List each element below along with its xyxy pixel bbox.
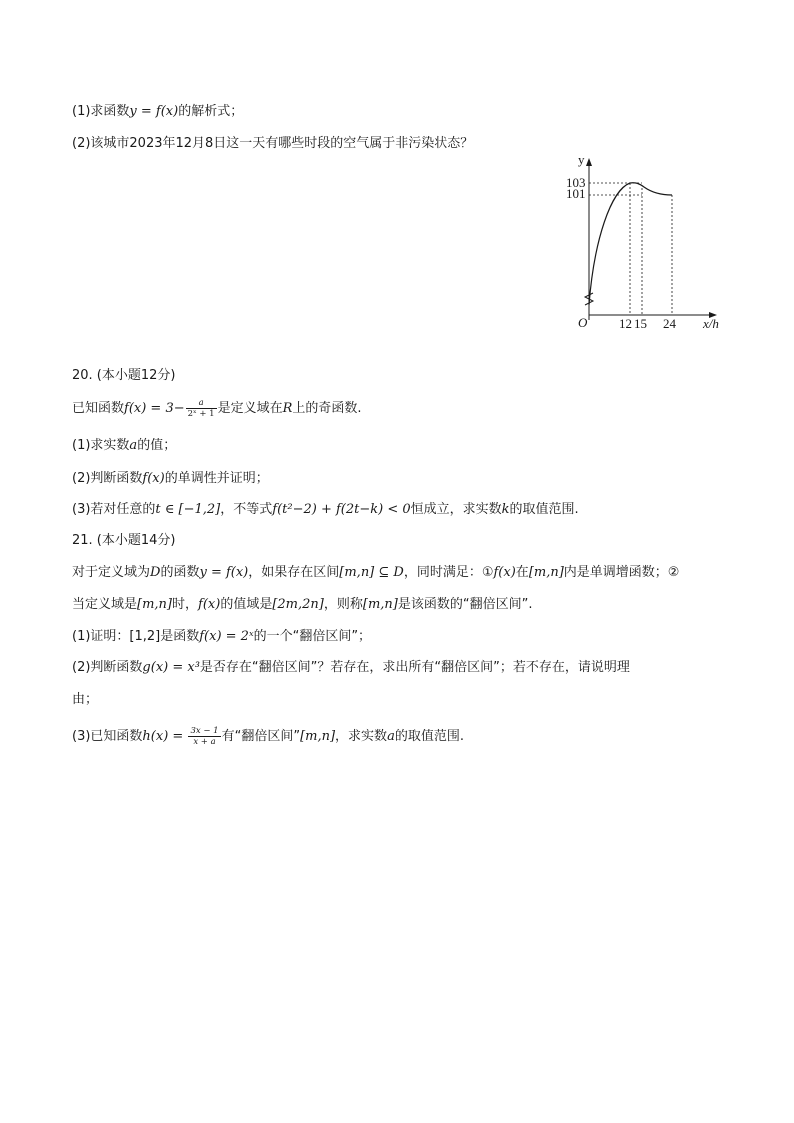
function-graph	[556, 150, 726, 335]
q21-part3: (3)已知函数h(x) = $\frac{3x - 1}{x + a}$ 有“翻倍区间”[m,n]，求实数a的取值范围.	[72, 726, 464, 747]
x-tick-15: 15	[634, 316, 647, 331]
q20-part2: (2)判断函数f(x)的单调性并证明；	[72, 471, 269, 486]
function-curve	[589, 183, 672, 305]
q20-stem: 已知函数f(x) = 3− $\frac{a}{\text{2ˣ + 1}}$ 是定义域在R上的奇函数.	[72, 398, 362, 419]
fraction-a-over-2x: $\frac{a}{\text{2ˣ + 1}}$	[187, 398, 215, 419]
q20-part3: (3)若对任意的t ∈ [−1,2]，不等式f(t²−2) + f(2t−k) < 0恒成立，求实数k的取值范围.	[72, 502, 579, 517]
q21-part2-line1: (2)判断函数g(x) = x³是否存在“翻倍区间”？若存在，求出所有“翻倍区间”；若不存在，请说明理	[72, 660, 630, 675]
q21-part1: (1)证明：[1,2]是函数f(x) = 2ˣ的一个“翻倍区间”；	[72, 629, 372, 644]
q21-stem-line1: 对于定义域为D的函数y = f(x)，如果存在区间[m,n] ⊆ D，同时满足：①f(x)在[m,n]内是单调增函数；②	[72, 565, 680, 580]
q19-part1: (1)求函数y = f(x)的解析式；	[72, 104, 244, 119]
q20-part1: (1)求实数a的值；	[72, 438, 177, 453]
y-axis-label: y	[578, 152, 585, 167]
q20-header: 20. (本小题12分)	[72, 368, 176, 383]
x-axis-label: x/h	[703, 316, 719, 331]
x-tick-12: 12	[619, 316, 632, 331]
q21-part2-line2: 由；	[72, 692, 99, 707]
q19-part2: (2)该城市2023年12月8日这一天有哪些时段的空气属于非污染状态？	[72, 136, 474, 151]
x-tick-24: 24	[663, 316, 676, 331]
fraction-h: $\frac{3x - 1}{x + a}$	[190, 726, 219, 747]
y-tick-101: 101	[566, 186, 586, 201]
q21-stem-line2: 当定义域是[m,n]时，f(x)的值域是[2m,2n]，则称[m,n]是该函数的“翻倍区间”.	[72, 597, 533, 612]
y-tick-103: 103	[566, 175, 586, 190]
origin-label: O	[578, 315, 588, 330]
y-axis-arrow	[586, 158, 592, 166]
q21-header: 21. (本小题14分)	[72, 533, 176, 548]
